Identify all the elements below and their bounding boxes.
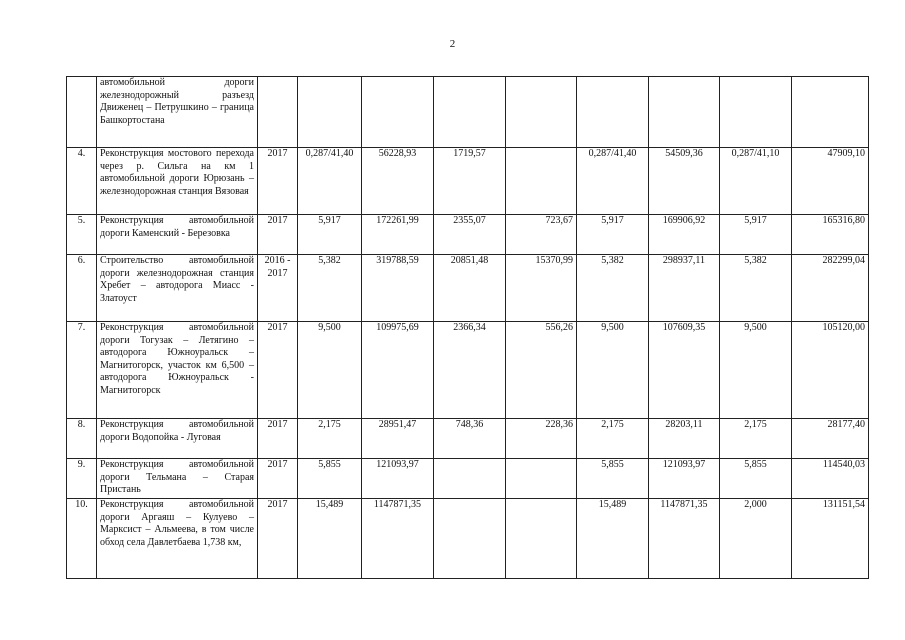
cell-object-name: Реконструкция автомобильной дороги Водопойка - Луговая [97, 419, 258, 459]
road-projects-table [66, 76, 869, 579]
cell-length-b [577, 77, 649, 148]
cell-year: 2017 [258, 215, 298, 255]
cell-value-c: 28177,40 [792, 419, 869, 459]
cell-length-b: 9,500 [577, 322, 649, 419]
cell-object-name: автомобильной дороги железнодорожный разъезд Движенец – Петрушкино – граница Башкортостана [97, 77, 258, 148]
cell-row-number: 6. [67, 255, 97, 322]
cell-cost-b [506, 148, 577, 215]
cell-row-number: 8. [67, 419, 97, 459]
cell-object-name: Реконструкция мостового перехода через р. Сильга на км 1 автомобильной дороги Юрюзань – железнодорожная станция Вязовая [97, 148, 258, 215]
cell-object-name: Реконструкция автомобильной дороги Каменский - Березовка [97, 215, 258, 255]
table-row [67, 499, 869, 579]
cell-total-cost: 1147871,35 [362, 499, 434, 579]
cell-value-c: 105120,00 [792, 322, 869, 419]
cell-row-number: 10. [67, 499, 97, 579]
cell-length [298, 77, 362, 148]
cell-total-cost: 56228,93 [362, 148, 434, 215]
cell-cost-a [434, 459, 506, 499]
cell-object-name: Строительство автомобильной дороги железнодорожная станция Хребет – автодорога Миасс - Златоуст [97, 255, 258, 322]
cell-value-c: 114540,03 [792, 459, 869, 499]
cell-row-number: 9. [67, 459, 97, 499]
cell-year [258, 77, 298, 148]
cell-length-b: 0,287/41,40 [577, 148, 649, 215]
cell-length-b: 5,382 [577, 255, 649, 322]
cell-year: 2016 - 2017 [258, 255, 298, 322]
cell-length: 5,917 [298, 215, 362, 255]
cell-cost-b: 15370,99 [506, 255, 577, 322]
cell-total-cost: 319788,59 [362, 255, 434, 322]
cell-value-b: 298937,11 [649, 255, 720, 322]
cell-object-name: Реконструкция автомобильной дороги Аргаяш – Кулуево – Марксист – Альмеева, в том числе обход села Давлетбаева 1,738 км, [97, 499, 258, 579]
table-row [67, 215, 869, 255]
cell-total-cost: 121093,97 [362, 459, 434, 499]
cell-cost-a: 1719,57 [434, 148, 506, 215]
cell-value-b: 169906,92 [649, 215, 720, 255]
cell-cost-a [434, 499, 506, 579]
cell-value-b: 1147871,35 [649, 499, 720, 579]
table-row [67, 148, 869, 215]
cell-length-b: 5,917 [577, 215, 649, 255]
cell-length: 9,500 [298, 322, 362, 419]
cell-cost-b [506, 459, 577, 499]
table-row [67, 322, 869, 419]
cell-value-b: 54509,36 [649, 148, 720, 215]
cell-object-name: Реконструкция автомобильной дороги Тельмана – Старая Пристань [97, 459, 258, 499]
cell-cost-a [434, 77, 506, 148]
cell-cost-a: 748,36 [434, 419, 506, 459]
page-number: 2 [449, 38, 456, 50]
cell-cost-a: 2366,34 [434, 322, 506, 419]
cell-value-b [649, 77, 720, 148]
cell-cost-a: 20851,48 [434, 255, 506, 322]
cell-value-c: 131151,54 [792, 499, 869, 579]
cell-value-c: 47909,10 [792, 148, 869, 215]
cell-length-c: 2,000 [720, 499, 792, 579]
cell-length-c: 2,175 [720, 419, 792, 459]
cell-length-c: 5,382 [720, 255, 792, 322]
table-row [67, 77, 869, 148]
cell-object-name: Реконструкция автомобильной дороги Тогузак – Летягино – автодорога Южноуральск – Магнитогорск, участок км 6,500 – автодорога Южноуральск - Магнитогорск [97, 322, 258, 419]
table-row [67, 419, 869, 459]
cell-row-number: 4. [67, 148, 97, 215]
cell-year: 2017 [258, 148, 298, 215]
cell-value-b: 121093,97 [649, 459, 720, 499]
cell-length-c: 9,500 [720, 322, 792, 419]
cell-length-b: 5,855 [577, 459, 649, 499]
cell-row-number: 7. [67, 322, 97, 419]
cell-value-c: 282299,04 [792, 255, 869, 322]
cell-length-c: 5,855 [720, 459, 792, 499]
cell-cost-a: 2355,07 [434, 215, 506, 255]
cell-value-c [792, 77, 869, 148]
cell-length: 2,175 [298, 419, 362, 459]
cell-length: 5,855 [298, 459, 362, 499]
cell-year: 2017 [258, 419, 298, 459]
cell-length-b: 2,175 [577, 419, 649, 459]
cell-value-c: 165316,80 [792, 215, 869, 255]
cell-length-c: 5,917 [720, 215, 792, 255]
cell-cost-b: 723,67 [506, 215, 577, 255]
cell-length-c: 0,287/41,10 [720, 148, 792, 215]
cell-row-number: 5. [67, 215, 97, 255]
table-row [67, 459, 869, 499]
cell-length: 15,489 [298, 499, 362, 579]
cell-cost-b [506, 77, 577, 148]
table-row [67, 255, 869, 322]
cell-length-c [720, 77, 792, 148]
cell-total-cost [362, 77, 434, 148]
cell-year: 2017 [258, 499, 298, 579]
cell-cost-b [506, 499, 577, 579]
cell-year: 2017 [258, 459, 298, 499]
cell-total-cost: 172261,99 [362, 215, 434, 255]
cell-length: 5,382 [298, 255, 362, 322]
cell-year: 2017 [258, 322, 298, 419]
cell-value-b: 28203,11 [649, 419, 720, 459]
cell-value-b: 107609,35 [649, 322, 720, 419]
cell-cost-b: 556,26 [506, 322, 577, 419]
cell-row-number [67, 77, 97, 148]
cell-total-cost: 28951,47 [362, 419, 434, 459]
cell-cost-b: 228,36 [506, 419, 577, 459]
cell-length-b: 15,489 [577, 499, 649, 579]
cell-length: 0,287/41,40 [298, 148, 362, 215]
cell-total-cost: 109975,69 [362, 322, 434, 419]
